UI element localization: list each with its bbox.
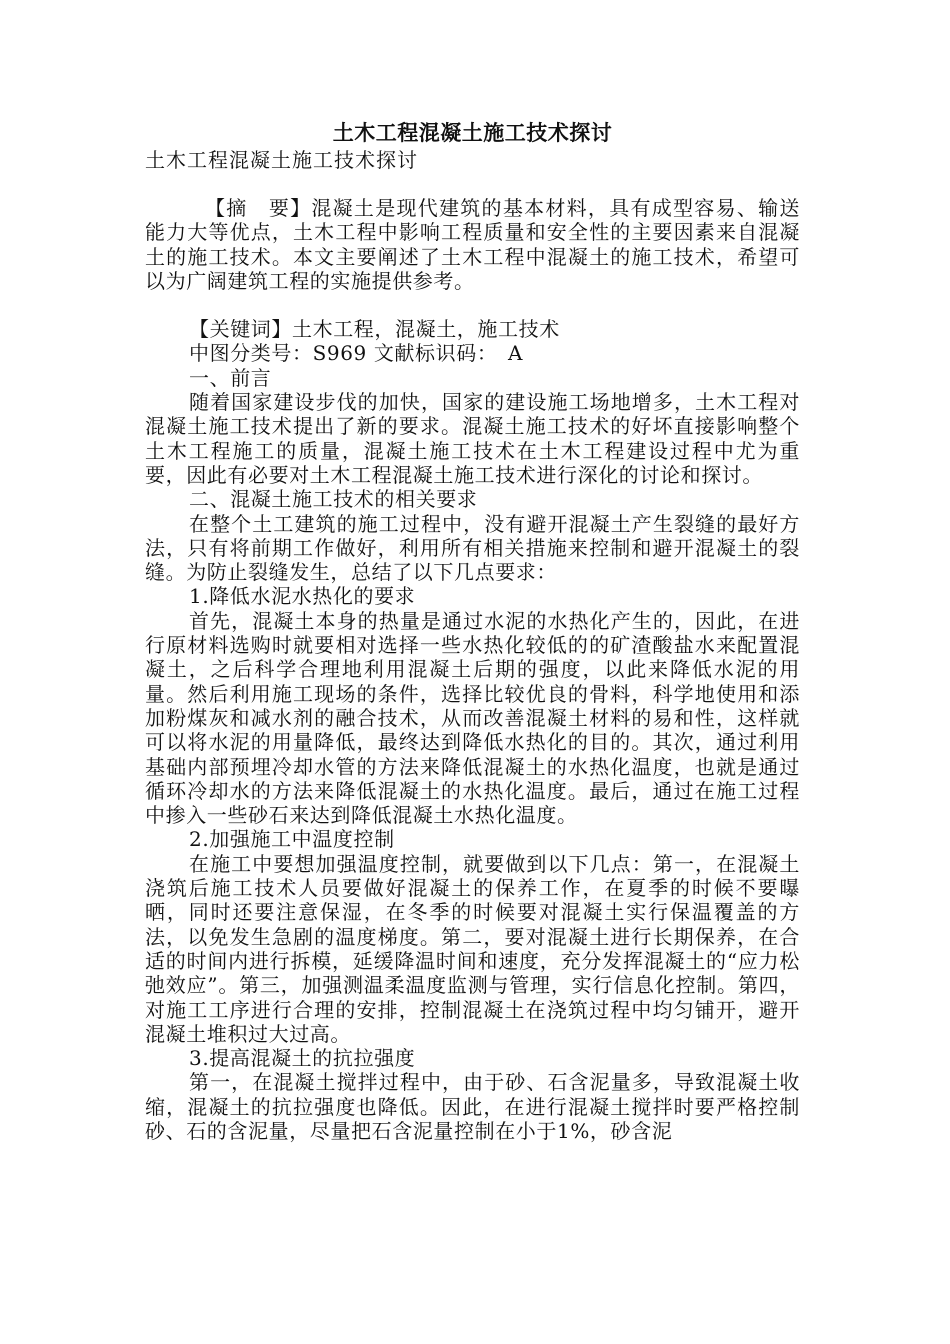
section-heading-intro: 一、前言	[189, 365, 272, 390]
section-heading-requirements: 二、混凝土施工技术的相关要求	[189, 487, 478, 512]
subsection-heading-2: 2.加强施工中温度控制	[189, 827, 395, 852]
abstract-paragraph: 【摘 要】混凝土是现代建筑的基本材料，具有成型容易、输送能力大等优点，土木工程中影响工程质量和安全性的主要因素来自混凝土的施工技术。本文主要阐述了土木工程中混凝土的施工技术，希望可以为广阔建筑工程的实施提供参考。	[145, 196, 800, 293]
keywords-line: 【关键词】土木工程，混凝土，施工技术	[189, 317, 560, 342]
blank-line	[145, 293, 800, 317]
document-page	[145, 118, 800, 1143]
document-subtitle: 土木工程混凝土施工技术探讨	[145, 148, 418, 172]
blank-line	[145, 172, 800, 196]
document-title: 土木工程混凝土施工技术探讨	[332, 120, 613, 145]
subsection-paragraph-3: 第一，在混凝土搅拌过程中，由于砂、石含泥量多，导致混凝土收缩，混凝土的抗拉强度也降低。因此，在进行混凝土搅拌时要严格控制砂、石的含泥量，尽量把石含泥量控制在小于1%，砂含泥	[145, 1070, 800, 1143]
intro-paragraph: 随着国家建设步伐的加快，国家的建设施工场地增多，土木工程对混凝土施工技术提出了新的要求。混凝土施工技术的好坏直接影响整个土木工程施工的质量，混凝土施工技术在土木工程建设过程中尤为重要，因此有必要对土木工程混凝土施工技术进行深化的讨论和探讨。	[145, 390, 800, 487]
classification-line: 中图分类号：S969 文献标识码： A	[189, 341, 524, 366]
subsection-heading-3: 3.提高混凝土的抗拉强度	[189, 1046, 416, 1071]
subsection-paragraph-2: 在施工中要想加强温度控制，就要做到以下几点：第一，在混凝土浇筑后施工技术人员要做好混凝土的保养工作，在夏季的时候不要曝晒，同时还要注意保湿，在冬季的时候要对混凝土实行保温覆盖的方法，以免发生急剧的温度梯度。第二，要对混凝土进行长期保养，在合适的时间内进行拆模，延缓降温时间和速度，充分发挥混凝土的“应力松弛效应”。第三，加强测温柔温度监测与管理，实行信息化控制。第四，对施工工序进行合理的安排，控制混凝土在浇筑过程中均匀铺开，避开混凝土堆积过大过高。	[145, 851, 800, 1046]
subsection-heading-1: 1.降低水泥水热化的要求	[189, 584, 416, 609]
subsection-paragraph-1: 首先，混凝土本身的热量是通过水泥的水热化产生的，因此，在进行原材料选购时就要相对选择一些水热化较低的的矿渣酸盐水来配置混凝土，之后科学合理地利用混凝土后期的强度，以此来降低水泥的用量。然后利用施工现场的条件，选择比较优良的骨料，科学地使用和添加粉煤灰和减水剂的融合技术，从而改善混凝土材料的易和性，这样就可以将水泥的用量降低，最终达到降低水热化的目的。其次，通过利用基础内部预埋冷却水管的方法来降低混凝土的水热化温度，也就是通过循环冷却水的方法来降低混凝土的水热化温度。最后，通过在施工过程中掺入一些砂石来达到降低混凝土水热化温度。	[145, 608, 800, 828]
requirements-paragraph: 在整个土工建筑的施工过程中，没有避开混凝土产生裂缝的最好方法，只有将前期工作做好，利用所有相关措施来控制和避开混凝土的裂缝。为防止裂缝发生，总结了以下几点要求：	[145, 511, 800, 585]
